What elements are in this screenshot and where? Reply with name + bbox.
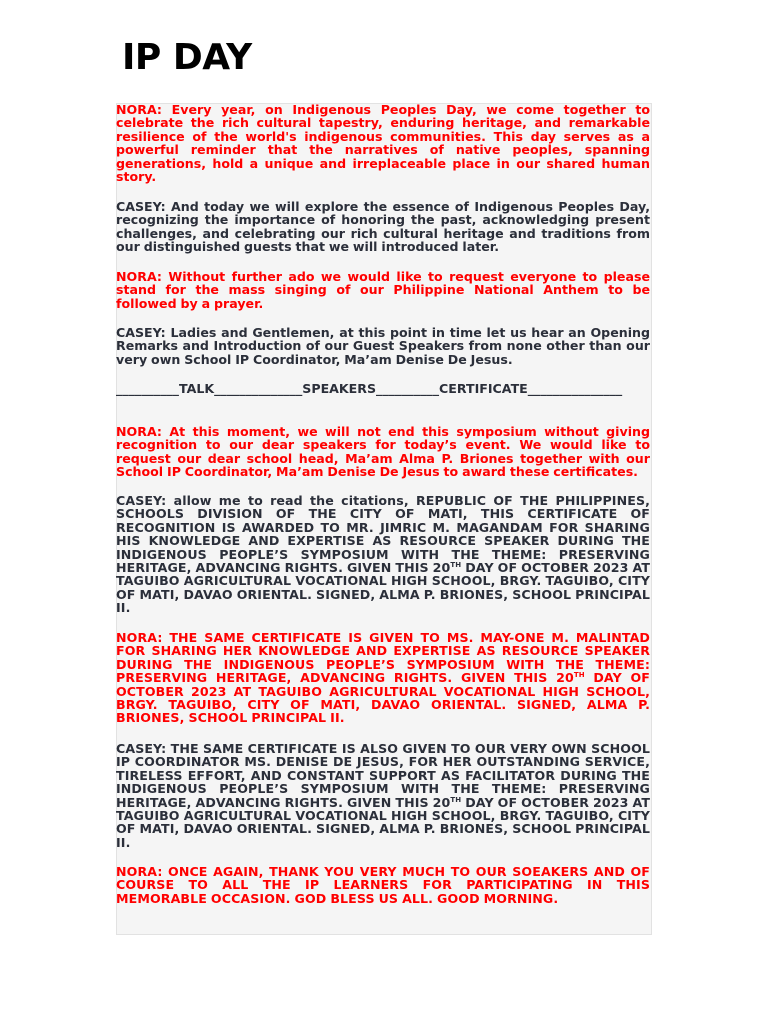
script-paragraph-casey-opening-remarks: CASEY: Ladies and Gentlemen, at this point in time let us hear an Opening Remarks and Introduction of our Guest Speakers from none other than our very own School IP Coordinator, Ma’am Denise De Jesus. [116, 325, 650, 367]
citation-1-ordinal: TH [450, 560, 462, 569]
citation-3-text: CASEY: THE SAME CERTIFICATE IS ALSO GIVEN TO OUR VERY OWN SCHOOL IP COORDINATOR MS. DENISE DE JESUS, FOR HER OUTSTANDING SERVICE, TIRELESS EFFORT, AND CONSTANT SUPPORT AS FACILITATOR DURING THE INDIGENOUS PEOPLE’S SYMPOSIUM WITH THE THEME: PRESERVING HERITAGE, ADVANCING RIGHTS. GIVEN THIS 20 [116, 741, 650, 810]
script-paragraph-casey-citation-1 [116, 494, 650, 615]
script-paragraph-nora-closing: NORA: ONCE AGAIN, THANK YOU VERY MUCH TO OUR SOEAKERS AND OF COURSE TO ALL THE IP LEARNERS FOR PARTICIPATING IN THIS MEMORABLE OCCASION. GOD BLESS US ALL. GOOD MORNING. [116, 864, 650, 906]
script-paragraph-nora-anthem: NORA: Without further ado we would like to request everyone to please stand for the mass singing of our Philippine National Anthem to be followed by a prayer. [116, 269, 650, 311]
citation-1-text-cont: DAY OF OCTOBER 2023 AT TAGUIBO AGRICULTURAL VOCATIONAL HIGH SCHOOL, BRGY. TAGUIBO, CITY OF MATI, DAVAO ORIENTAL. SIGNED, ALMA P. BRIONES, SCHOOL PRINCIPAL II. [116, 560, 651, 616]
script-paragraph-nora-citation-2 [116, 631, 650, 725]
citation-3-text-cont: DAY OF OCTOBER 2023 AT TAGUIBO AGRICULTURAL VOCATIONAL HIGH SCHOOL, BRGY. TAGUIBO, CITY OF MATI, DAVAO ORIENTAL. SIGNED, ALMA P. BRIONES, SCHOOL PRINCIPAL II. [116, 794, 651, 850]
citation-1-text: CASEY: allow me to read the citations, REPUBLIC OF THE PHILIPPINES, SCHOOLS DIVISION OF THE CITY OF MATI, THIS CERTIFICATE OF RECOGNITION IS AWARDED TO MR. JIMRIC M. MAGANDAM FOR SHARING HIS KNOWLEDGE AND EXPERTISE AS RESOURCE SPEAKER DURING THE INDIGENOUS PEOPLE’S SYMPOSIUM WITH THE THEME: PRESERVING HERITAGE, ADVANCING RIGHTS. GIVEN THIS 20 [116, 493, 650, 576]
citation-3-ordinal: TH [450, 795, 462, 804]
script-paragraph-casey-essence: CASEY: And today we will explore the essence of Indigenous Peoples Day, recognizing the importance of honoring the past, acknowledging present challenges, and celebrating our rich cultural heritage and traditions from our distinguished guests that we will introduced later. [116, 199, 650, 255]
script-paragraph-nora-recognition: NORA: At this moment, we will not end this symposium without giving recognition to our dear speakers for today’s event. We would like to request our dear school head, Ma’am Alma P. Briones together with our School IP Coordinator, Ma’am Denise De Jesus to award these certificates. [116, 424, 650, 480]
script-paragraph-casey-citation-3 [116, 742, 650, 849]
script-paragraph-nora-opening: NORA: Every year, on Indigenous Peoples Day, we come together to celebrate the rich cultural tapestry, enduring heritage, and remarkable resilience of the world's indigenous communities. This day serves as a powerful reminder that the narratives of native peoples, spanning generations, hold a unique and irreplaceable place in our shared human story. [116, 102, 650, 185]
section-divider: __________TALK______________SPEAKERS__________CERTIFICATE_______________ [116, 381, 623, 396]
citation-2-text-cont: DAY OF OCTOBER 2023 AT TAGUIBO AGRICULTURAL VOCATIONAL HIGH SCHOOL, BRGY. TAGUIBO, CITY OF MATI, DAVAO ORIENTAL. SIGNED, ALMA P. BRIONES, SCHOOL PRINCIPAL II. [116, 670, 650, 726]
citation-2-text: NORA: THE SAME CERTIFICATE IS GIVEN TO MS. MAY-ONE M. MALINTAD FOR SHARING HER KNOWLEDGE AND EXPERTISE AS RESOURCE SPEAKER DURING THE INDIGENOUS PEOPLE’S SYMPOSIUM WITH THE THEME: PRESERVING HERITAGE, ADVANCING RIGHTS. GIVEN THIS 20 [116, 630, 650, 686]
document-title: IP DAY [122, 37, 252, 78]
citation-2-ordinal: TH [573, 671, 585, 680]
